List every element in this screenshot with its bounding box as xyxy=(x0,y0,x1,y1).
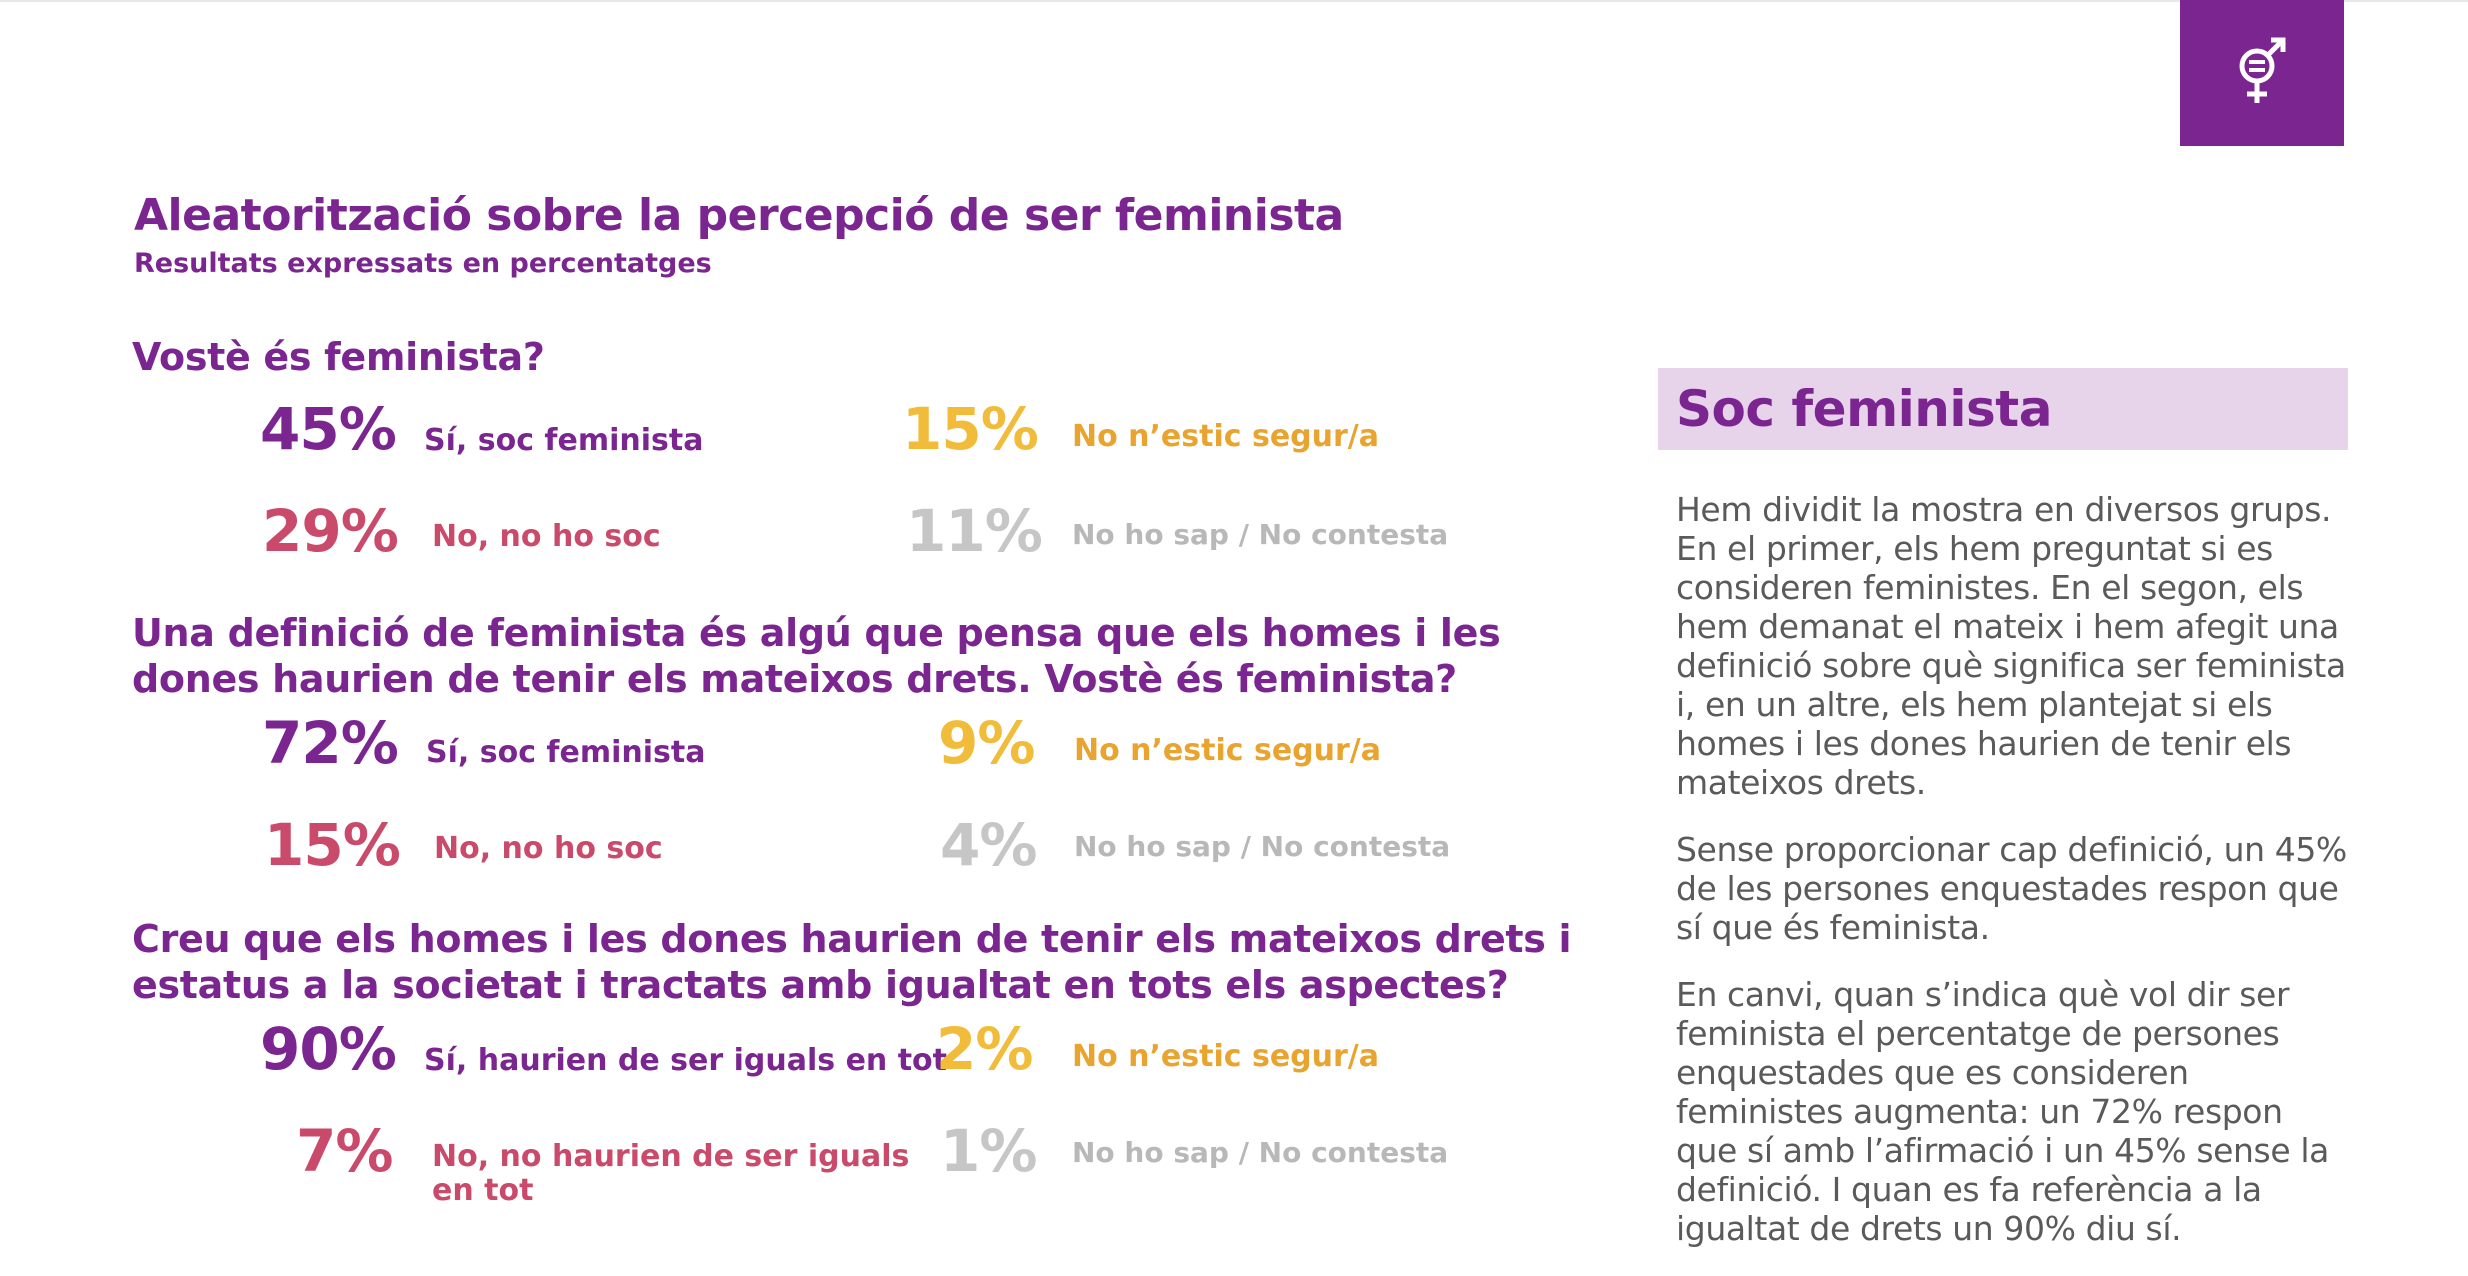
q1-no-label: No, no ho soc xyxy=(432,519,661,554)
q3-no-pct: 7% xyxy=(296,1117,393,1185)
question-3-line-1: Creu que els homes i les dones haurien de tenir els mateixos drets i xyxy=(132,917,1572,961)
question-2-line-2: dones haurien de tenir els mateixos drets. Vostè és feminista? xyxy=(132,657,1457,701)
q3-unsure-pct: 2% xyxy=(936,1015,1033,1083)
q2-yes-pct: 72% xyxy=(262,709,398,777)
q2-unsure-label: No n’estic segur/a xyxy=(1074,733,1382,768)
q3-dk-pct: 1% xyxy=(940,1117,1037,1185)
q3-yes-pct: 90% xyxy=(260,1015,396,1083)
q1-dk-label: No ho sap / No contesta xyxy=(1072,518,1449,551)
question-3 xyxy=(132,916,1571,1008)
q1-yes-pct: 45% xyxy=(260,395,396,463)
q1-unsure-label: No n’estic segur/a xyxy=(1072,419,1380,454)
sidebar-paragraph-1: Hem dividit la mostra en diversos grups. En el primer, els hem preguntat si es consideren feministes. En el segon, els hem demanat el mateix i hem afegit una definició sobre què significa ser feminista i, en un altre, els hem plantejat si els homes i les dones haurien de tenir els mateixos drets. xyxy=(1676,490,2346,802)
page-subtitle: Resultats expressats en percentatges xyxy=(134,248,712,279)
q2-no-pct: 15% xyxy=(264,811,400,879)
q3-no-label-line-1: No, no haurien de ser iguals xyxy=(432,1139,910,1174)
q2-no-label: No, no ho soc xyxy=(434,831,663,866)
sidebar-paragraph-3: En canvi, quan s’indica què vol dir ser feminista el percentatge de persones enquestades que es consideren feministes augmenta: un 72% respon que sí amb l’afirmació i un 45% sense la definició. I quan es fa referència a la igualtat de drets un 90% diu sí. xyxy=(1676,975,2329,1248)
sidebar-heading: Soc feminista xyxy=(1676,380,2052,438)
q2-yes-label: Sí, soc feminista xyxy=(426,735,706,770)
gender-equality-icon xyxy=(2227,33,2297,113)
q3-dk-label: No ho sap / No contesta xyxy=(1072,1136,1449,1169)
sidebar-heading-box xyxy=(1658,368,2348,450)
q1-yes-label: Sí, soc feminista xyxy=(424,423,704,458)
sidebar-paragraph-2: Sense proporcionar cap definició, un 45% de les persones enquestades respon que sí que és feminista. xyxy=(1676,830,2347,947)
sidebar-body xyxy=(1676,490,2348,1276)
q2-dk-pct: 4% xyxy=(940,811,1037,879)
question-3-line-2: estatus a la societat i tractats amb igualtat en tots els aspectes? xyxy=(132,963,1509,1007)
question-2-line-1: Una definició de feminista és algú que pensa que els homes i les xyxy=(132,611,1501,655)
q2-dk-label: No ho sap / No contesta xyxy=(1074,830,1451,863)
q3-unsure-label: No n’estic segur/a xyxy=(1072,1039,1380,1074)
question-2 xyxy=(132,610,1500,702)
q3-no-label xyxy=(432,1140,909,1208)
q1-no-pct: 29% xyxy=(262,497,398,565)
q1-unsure-pct: 15% xyxy=(902,395,1038,463)
top-border xyxy=(0,0,2468,2)
q3-no-label-line-2: en tot xyxy=(432,1173,534,1208)
q3-yes-label: Sí, haurien de ser iguals en tot xyxy=(424,1043,948,1078)
q1-dk-pct: 11% xyxy=(906,497,1042,565)
logo-box xyxy=(2180,0,2344,146)
q2-unsure-pct: 9% xyxy=(938,709,1035,777)
question-1: Vostè és feminista? xyxy=(132,335,545,379)
page-title: Aleatorització sobre la percepció de ser feminista xyxy=(134,190,1344,241)
